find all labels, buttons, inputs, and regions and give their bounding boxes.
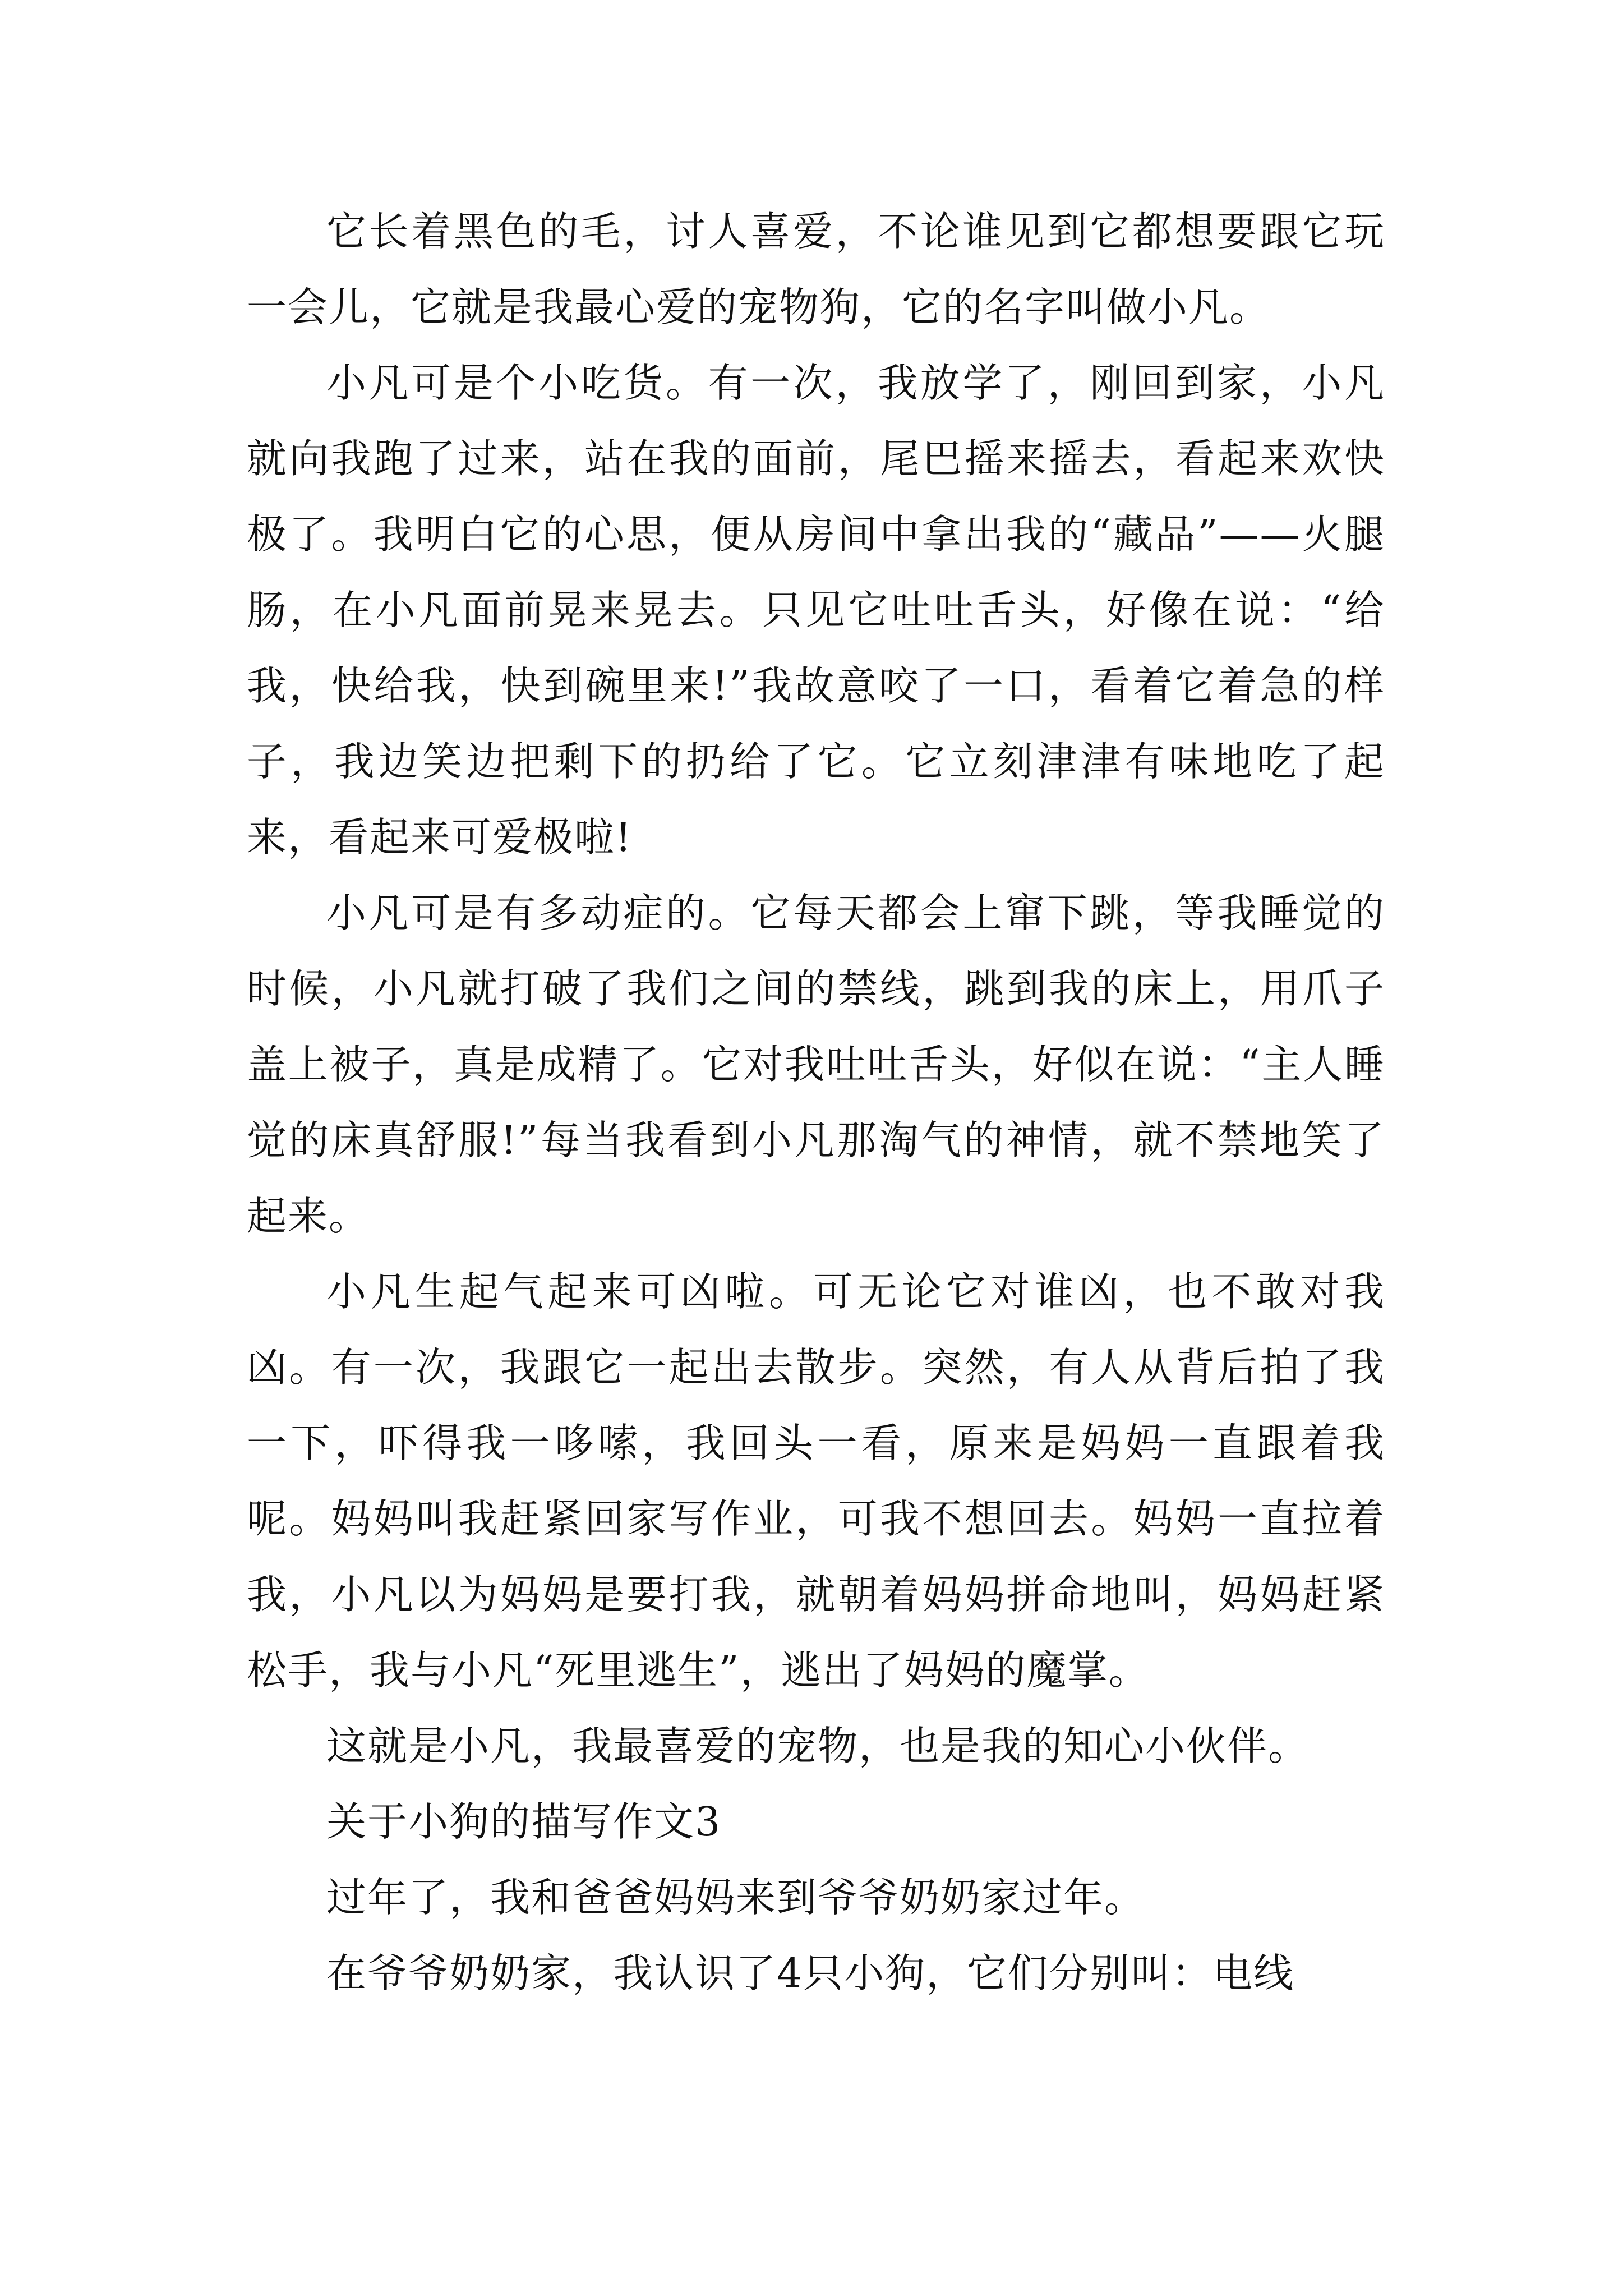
paragraph-new-year: 过年了，我和爸爸妈妈来到爷爷奶奶家过年。 xyxy=(326,1874,1146,1921)
paragraph-intro: 它长着黑色的毛，讨人喜爱，不论谁见到它都想要跟它玩一会儿，它就是我最心爱的宠物狗，它的名字叫做小凡。 xyxy=(247,208,1385,330)
paragraph-hyperactive: 小凡可是有多动症的。它每天都会上窜下跳，等我睡觉的时候，小凡就打破了我们之间的禁线，跳到我的床上，用爪子盖上被子，真是成精了。它对我吐吐舌头，好似在说：“主人睡觉的床真舒服!”每当我看到小凡那淘气的神情，就不禁地笑了起来。 xyxy=(247,890,1385,1239)
paragraph-four-dogs: 在爷爷奶奶家，我认识了4只小狗，它们分别叫：电线 xyxy=(326,1950,1295,1996)
paragraph-conclusion: 这就是小凡，我最喜爱的宠物，也是我的知心小伙伴。 xyxy=(326,1723,1310,1769)
essay-title: 关于小狗的描写作文3 xyxy=(326,1798,722,1845)
paragraph-snack: 小凡可是个小吃货。有一次，我放学了，刚回到家，小凡就向我跑了过来，站在我的面前，尾巴摇来摇去，看起来欢快极了。我明白它的心思，便从房间中拿出我的“藏品”——火腿肠，在小凡面前晃来晃去。只见它吐吐舌头，好像在说：“给我，快给我，快到碗里来!”我故意咬了一口，看着它着急的样子，我边笑边把剩下的扔给了它。它立刻津津有味地吃了起来，看起来可爱极啦! xyxy=(247,360,1385,861)
paragraph-angry: 小凡生起气起来可凶啦。可无论它对谁凶，也不敢对我凶。有一次，我跟它一起出去散步。突然，有人从背后拍了我一下，吓得我一哆嗦，我回头一看，原来是妈妈一直跟着我呢。妈妈叫我赶紧回家写作业，可我不想回去。妈妈一直拉着我，小凡以为妈妈是要打我，就朝着妈妈拼命地叫，妈妈赶紧松手，我与小凡“死里逃生”，逃出了妈妈的魔掌。 xyxy=(247,1268,1385,1694)
document-body xyxy=(247,194,1385,2011)
